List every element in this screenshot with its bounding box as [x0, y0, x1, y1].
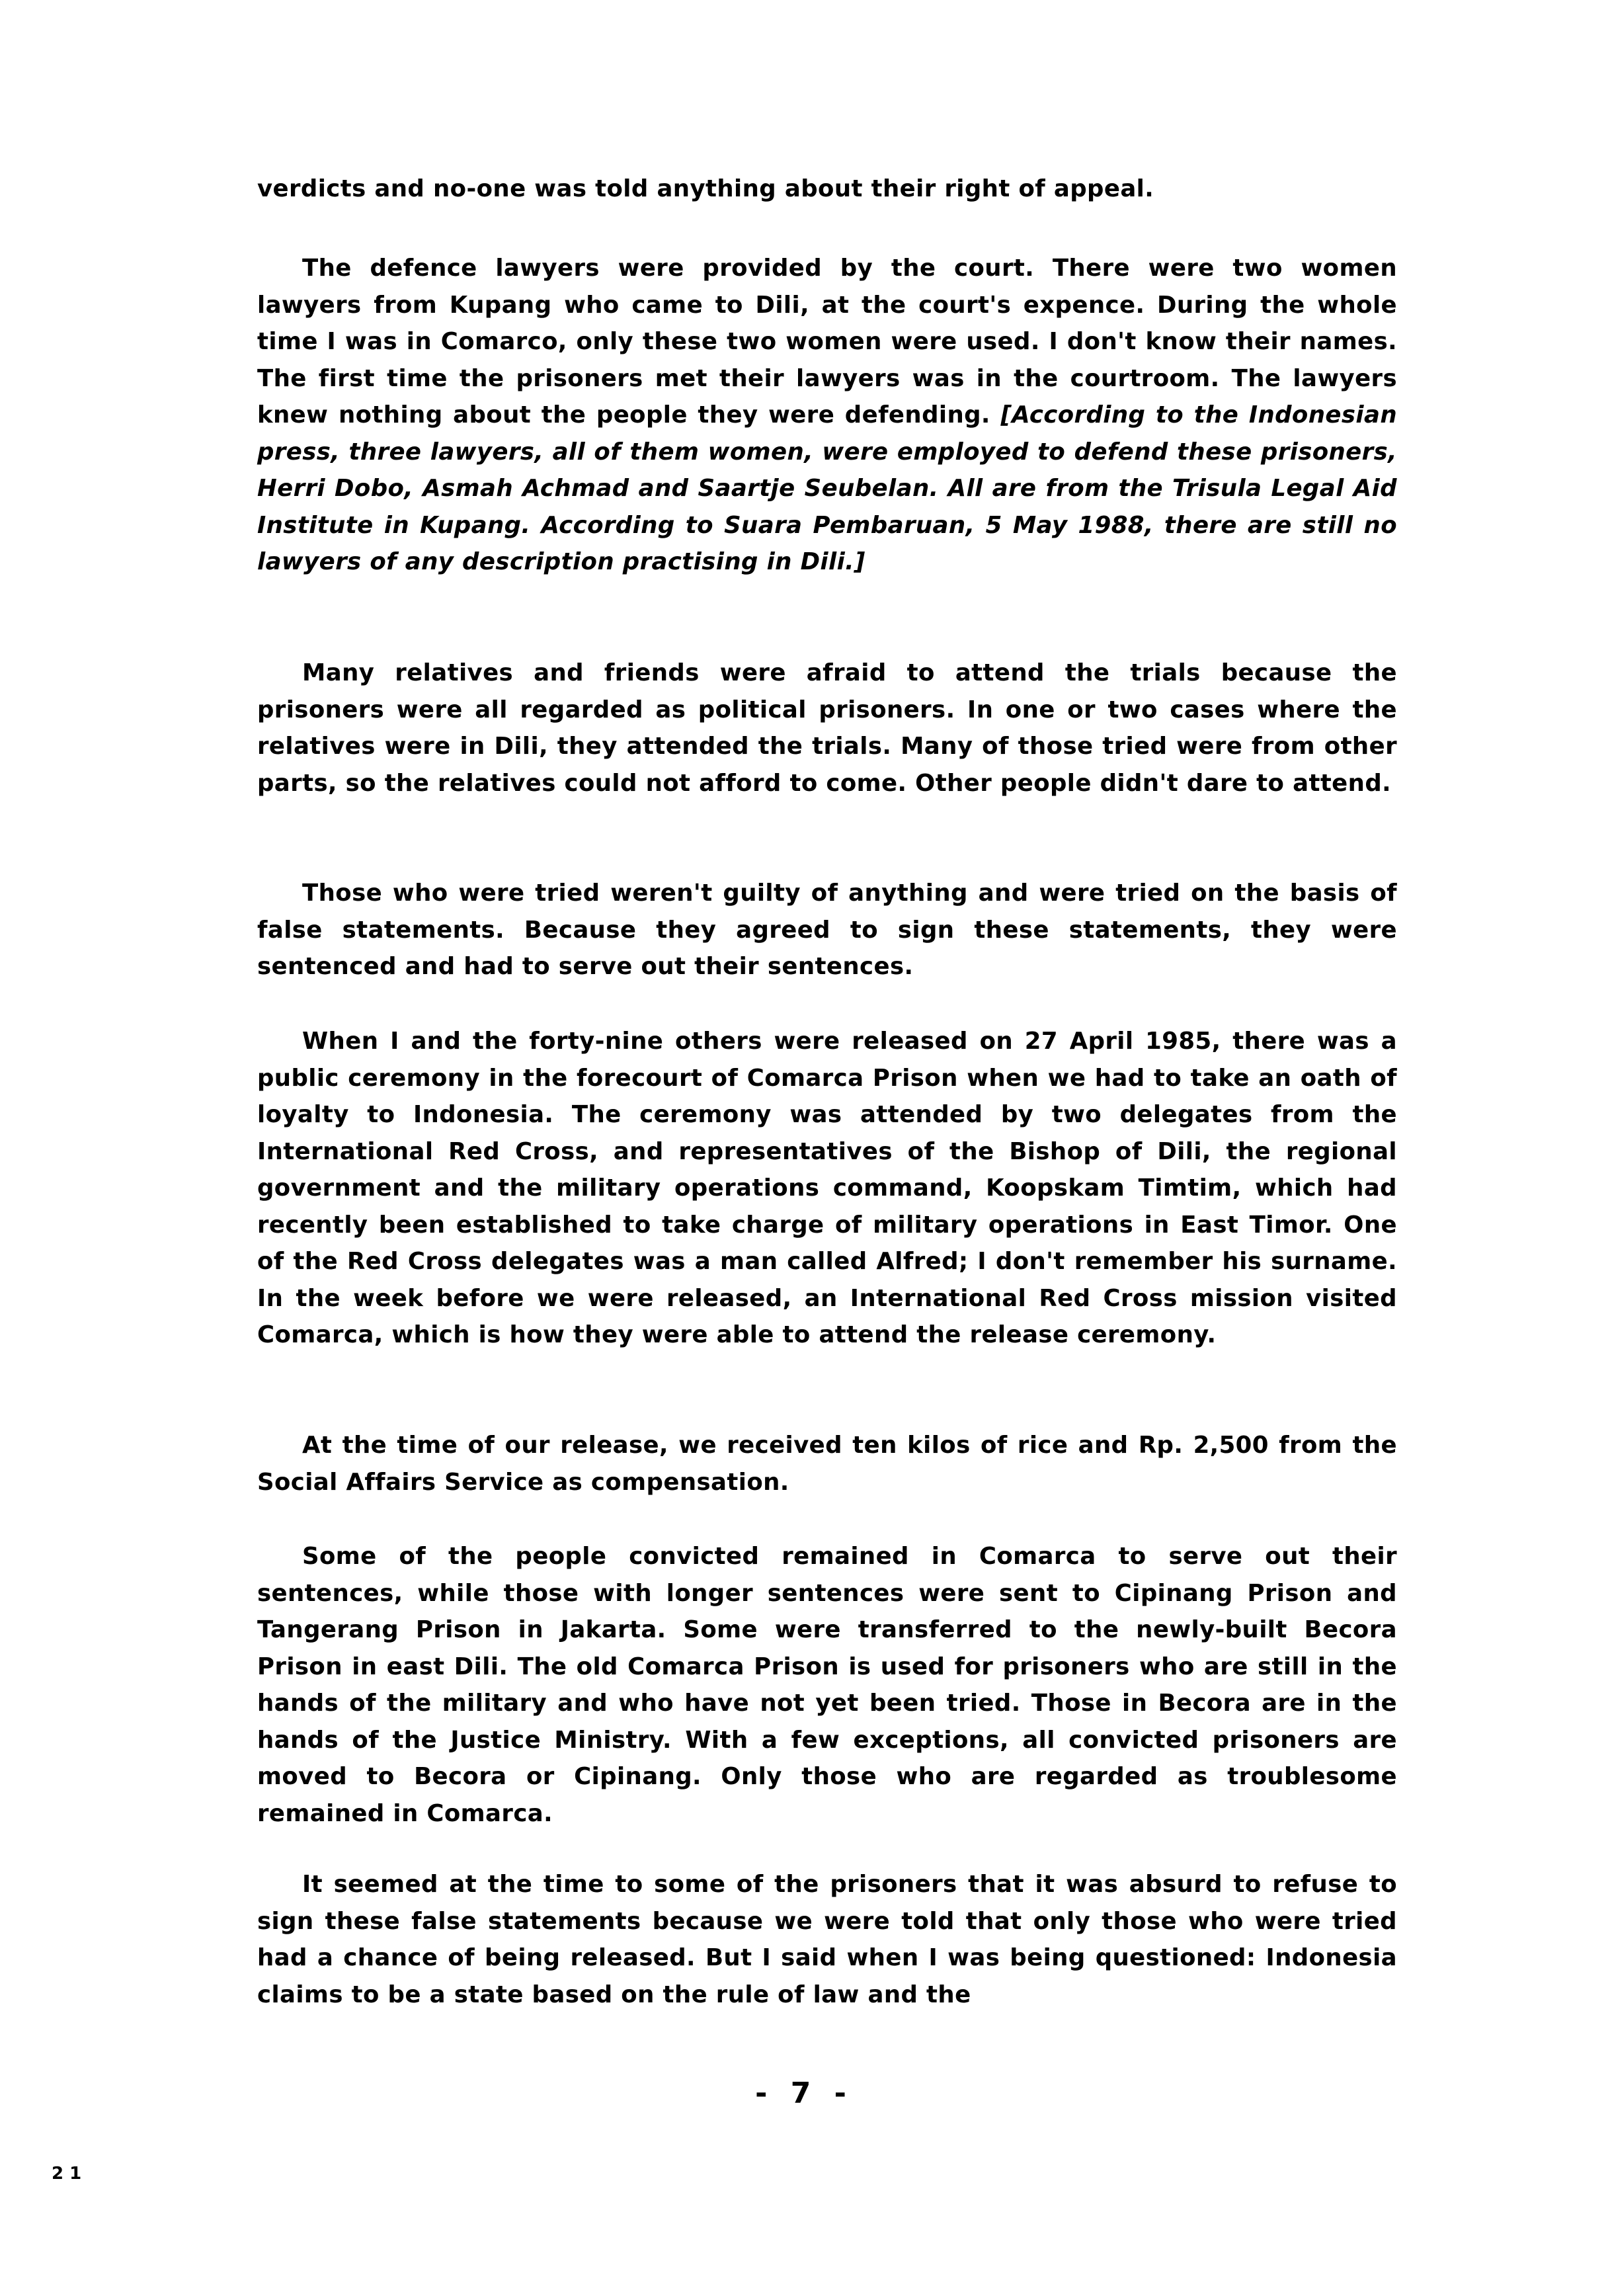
paragraph-2-text: The defence lawyers were provided by the court. There were two women lawyers from Kupang who came to Dili, at the court's expence. During the whole time I was in Comarco, only these two women were used. I don't know their names. The first time the prisoners met their lawyers was in the courtroom. The lawyers knew nothing about the people they were defending.	[257, 255, 1397, 429]
paragraph-2	[257, 250, 1397, 581]
editorial-note-source: Suara Pembaruan,	[724, 511, 975, 539]
editorial-note-suffix: 5 May 1988, there are still no lawyers of any description practising in Dili.]	[257, 511, 1398, 575]
paragraph-1: verdicts and no-one was told anything about their right of appeal.	[257, 175, 1154, 202]
paragraph-3: Many relatives and friends were afraid to attend the trials because the prisoners were all regarded as political prisoners. In one or two cases where the relatives were in Dili, they attended the trials. Many of those tried were from other parts, so the relatives could not afford to come. Other people didn't dare to attend.	[257, 659, 1397, 797]
page-number: - 7 -	[755, 2076, 853, 2110]
paragraph-6: At the time of our release, we received ten kilos of rice and Rp. 2,500 from the Social Affairs Service as compensation.	[257, 1432, 1397, 1496]
paragraph-5: When I and the forty-nine others were released on 27 April 1985, there was a public ceremony in the forecourt of Comarca Prison when we had to take an oath of loyalty to Indonesia. The ceremony was attended by two delegates from the International Red Cross, and representatives of the Bishop of Dili, the regional government and the military operations command, Koopskam Timtim, which had recently been established to take charge of military operations in East Timor. One of the Red Cross delegates was a man called Alfred; I don't remember his surname. In the week before we were released, an International Red Cross mission visited Comarca, which is how they were able to attend the release ceremony.	[257, 1028, 1397, 1348]
margin-mark: 2 1	[52, 2164, 82, 2184]
editorial-note-prefix: [According to the Indonesian press, three lawyers, all of them women, were employed to defend these prisoners, Herri Dobo, Asmah Achmad and Saartje Seubelan. All are from the Trisula Legal Aid Institute in Kupang. According to	[257, 401, 1397, 539]
paragraph-8: It seemed at the time to some of the prisoners that it was absurd to refuse to sign these false statements because we were told that only those who were tried had a chance of being released. But I said when I was being questioned: Indonesia claims to be a state based on the rule of law and the	[257, 1871, 1397, 2008]
paragraph-4: Those who were tried weren't guilty of anything and were tried on the basis of false statements. Because they agreed to sign these statements, they were sentenced and had to serve out their sentences.	[257, 880, 1397, 980]
paragraph-7: Some of the people convicted remained in Comarca to serve out their sentences, while those with longer sentences were sent to Cipinang Prison and Tangerang Prison in Jakarta. Some were transferred to the newly-built Becora Prison in east Dili. The old Comarca Prison is used for prisoners who are still in the hands of the military and who have not yet been tried. Those in Becora are in the hands of the Justice Ministry. With a few exceptions, all convicted prisoners are moved to Becora or Cipinang. Only those who are regarded as troublesome remained in Comarca.	[257, 1543, 1397, 1827]
